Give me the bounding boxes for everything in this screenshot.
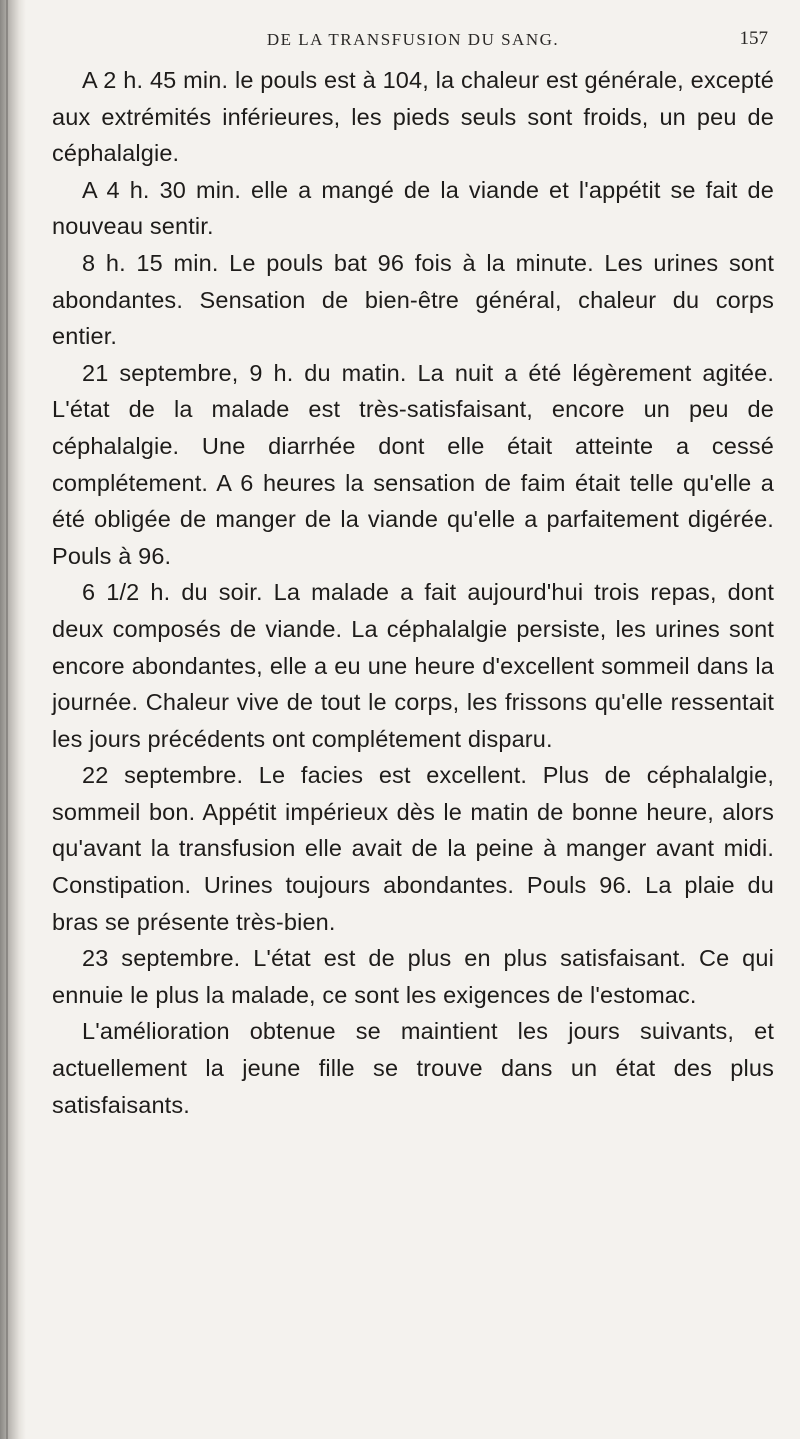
paragraph-4h30: A 4 h. 30 min. elle a mangé de la viande et l'appétit se fait de nouveau sentir.	[52, 176, 774, 240]
paragraph-2h45: A 2 h. 45 min. le pouls est à 104, la chaleur est générale, excepté aux extrémités inférieures, les pieds seuls sont froids, un peu de céphalalgie.	[52, 67, 774, 167]
book-spine-edge	[6, 0, 8, 1439]
book-page	[52, 0, 774, 1118]
paragraph-evening: 6 1/2 h. du soir. La malade a fait aujourd'hui trois repas, dont deux composés de viande. La céphalalgie persiste, les urines sont encore abondantes, elle a eu une heure d'excellent sommeil dans la journée. Chaleur vive de tout le corps, les frissons qu'elle ressentait les jours précédents ont complétement disparu.	[52, 579, 774, 752]
paragraph-improvement: L'amélioration obtenue se maintient les jours suivants, et actuellement la jeune fille se trouve dans un état des plus satisfaisants.	[52, 1018, 774, 1118]
page-number: 157	[739, 28, 768, 49]
book-binding-shadow	[0, 0, 26, 1439]
paragraph-22-september: 22 septembre. Le facies est excellent. Plus de céphalalgie, sommeil bon. Appétit impérieux dès le matin de bonne heure, alors qu'avant la transfusion elle avait de la peine à manger avant midi. Constipation. Urines toujours abondantes. Pouls 96. La plaie du bras se présente très-bien.	[52, 762, 774, 935]
paragraph-23-september: 23 septembre. L'état est de plus en plus satisfaisant. Ce qui ennuie le plus la malade, ce sont les exigences de l'estomac.	[52, 945, 774, 1008]
header-title: DE LA TRANSFUSION DU SANG.	[266, 30, 560, 49]
paragraph-8h15: 8 h. 15 min. Le pouls bat 96 fois à la minute. Les urines sont abondantes. Sensation de bien-être général, chaleur du corps entier.	[52, 249, 774, 350]
body-text	[52, 62, 774, 1123]
running-header	[52, 0, 774, 60]
paragraph-21-september: 21 septembre, 9 h. du matin. La nuit a été légèrement agitée. L'état de la malade est très-satisfaisant, encore un peu de céphalalgie. Une diarrhée dont elle était atteinte a cessé complétement. A 6 heures la sensation de faim était telle qu'elle a été obligée de manger de la viande qu'elle a parfaitement digérée. Pouls à 96.	[52, 359, 774, 569]
